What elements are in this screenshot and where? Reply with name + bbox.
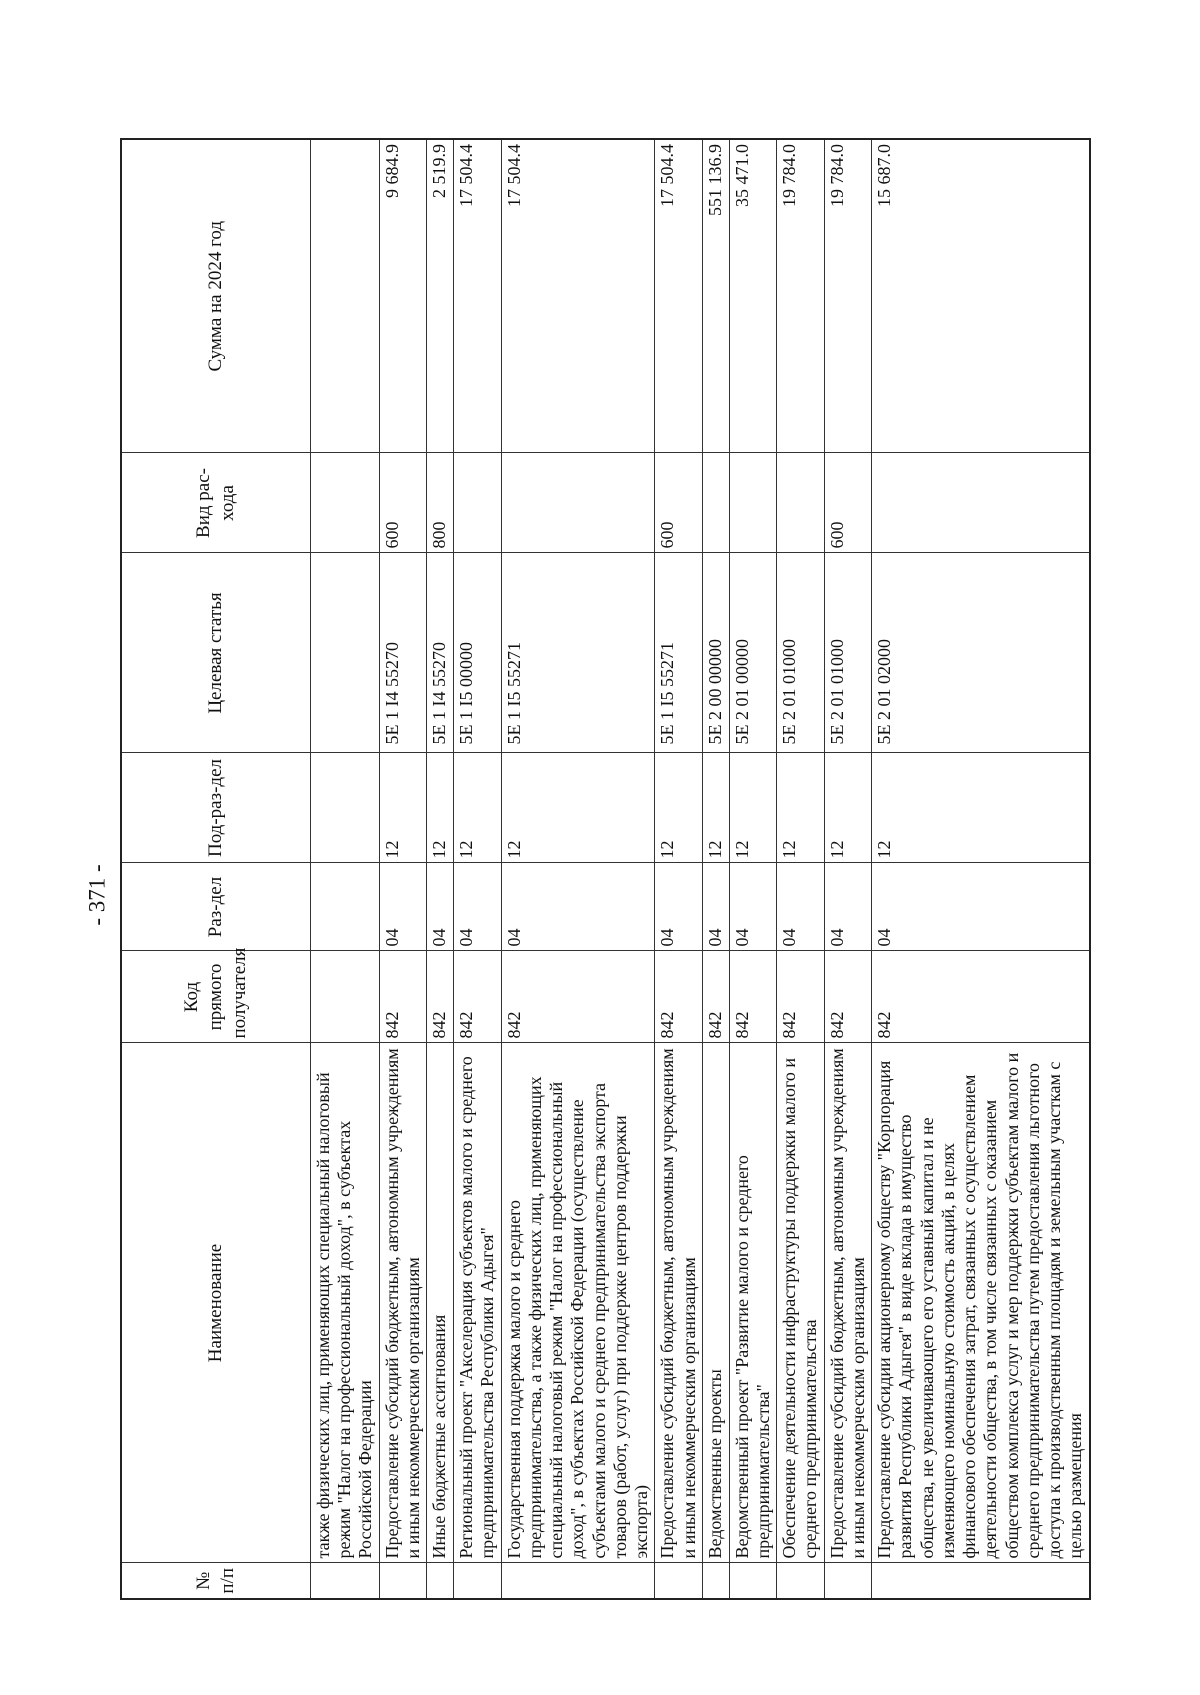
cell-code: 842: [777, 951, 824, 1043]
cell-podrazdel: 12: [379, 753, 426, 863]
table-row: [454, 139, 501, 1599]
cell-no: [311, 1563, 380, 1599]
table-row: [655, 139, 702, 1599]
cell-razdel: 04: [824, 863, 871, 951]
cell-name: Ведомственный проект "Развитие малого и среднего предпринимательства": [729, 1043, 776, 1563]
cell-podrazdel: 12: [872, 753, 1090, 863]
cell-razdel: 04: [729, 863, 776, 951]
cell-razdel: 04: [702, 863, 729, 951]
table-row: [702, 139, 729, 1599]
cell-vid: [454, 453, 501, 553]
cell-name: Предоставление субсидии акционерному обществу "Корпорация развития Республики Адыгея" в виде вклада в имущество общества, не увеличивающего его уставный капитал и не изменяющего номинальную стоимость акций, в целях финансового обеспечения затрат, связанных с осуществлением деятельности общества, в том числе связанных с оказанием обществом комплекса услуг и мер поддержки субъектам малого и среднего предпринимательства путем предоставления льготного доступа к производственным площадям и земельным участкам с целью размещения: [872, 1043, 1090, 1563]
cell-target: 5E 1 I5 55271: [655, 553, 702, 753]
cell-no: [777, 1563, 824, 1599]
cell-podrazdel: 12: [824, 753, 871, 863]
cell-razdel: 04: [454, 863, 501, 951]
cell-target: 5E 2 01 01000: [777, 553, 824, 753]
table-row: [872, 139, 1090, 1599]
rotated-page: [120, 140, 1086, 1600]
cell-sum: 17 504.4: [454, 139, 501, 453]
cell-name: Обеспечение деятельности инфраструктуры поддержки малого и среднего предпринимательства: [777, 1043, 824, 1563]
page-number-text: - 371 -: [85, 864, 111, 926]
page-number: [78, 835, 118, 955]
cell-sum: 17 504.4: [501, 139, 655, 453]
cell-razdel: 04: [501, 863, 655, 951]
cell-no: [454, 1563, 501, 1599]
cell-razdel: [311, 863, 380, 951]
cell-sum: 9 684.9: [379, 139, 426, 453]
table-row: [311, 139, 380, 1599]
cell-podrazdel: [311, 753, 380, 863]
budget-table: [120, 138, 1091, 1600]
cell-target: 5E 2 01 00000: [729, 553, 776, 753]
cell-podrazdel: 12: [427, 753, 454, 863]
cell-razdel: 04: [777, 863, 824, 951]
cell-sum: 17 504.4: [655, 139, 702, 453]
cell-razdel: 04: [872, 863, 1090, 951]
cell-name: Региональный проект "Акселерация субъектов малого и среднего предпринимательства Республики Адыгея": [454, 1043, 501, 1563]
cell-no: [427, 1563, 454, 1599]
table-row: [379, 139, 426, 1599]
cell-target: [311, 553, 380, 753]
cell-no: [501, 1563, 655, 1599]
cell-vid: [729, 453, 776, 553]
cell-podrazdel: 12: [655, 753, 702, 863]
cell-target: 5E 1 I4 55270: [427, 553, 454, 753]
cell-no: [824, 1563, 871, 1599]
cell-name: Ведомственные проекты: [702, 1043, 729, 1563]
cell-code: 842: [501, 951, 655, 1043]
cell-razdel: 04: [379, 863, 426, 951]
header-expense-type: Вид рас-хода: [121, 453, 311, 553]
table-row: [501, 139, 655, 1599]
cell-podrazdel: 12: [702, 753, 729, 863]
table-row: [777, 139, 824, 1599]
header-section: Раз-дел: [121, 863, 311, 951]
cell-vid: [702, 453, 729, 553]
cell-sum: 35 471.0: [729, 139, 776, 453]
cell-code: 842: [379, 951, 426, 1043]
header-name: Наименование: [121, 1043, 311, 1563]
cell-no: [379, 1563, 426, 1599]
cell-code: 842: [729, 951, 776, 1043]
cell-name: Предоставление субсидий бюджетным, автономным учреждениям и иным некоммерческим организациям: [824, 1043, 871, 1563]
cell-code: 842: [824, 951, 871, 1043]
cell-vid: 600: [379, 453, 426, 553]
table-row: [427, 139, 454, 1599]
cell-code: 842: [427, 951, 454, 1043]
cell-name: также физических лиц, применяющих специальный налоговый режим "Налог на профессиональный доход", в субъектах Российской Федерации: [311, 1043, 380, 1563]
cell-vid: [872, 453, 1090, 553]
cell-no: [655, 1563, 702, 1599]
cell-code: 842: [872, 951, 1090, 1043]
cell-target: 5E 1 I4 55270: [379, 553, 426, 753]
cell-code: 842: [702, 951, 729, 1043]
cell-no: [702, 1563, 729, 1599]
cell-sum: 19 784.0: [824, 139, 871, 453]
header-sum: Сумма на 2024 год: [121, 139, 311, 453]
cell-target: 5E 2 00 00000: [702, 553, 729, 753]
cell-no: [872, 1563, 1090, 1599]
header-no: № п/п: [121, 1563, 311, 1599]
cell-razdel: 04: [427, 863, 454, 951]
cell-code: 842: [454, 951, 501, 1043]
cell-vid: [501, 453, 655, 553]
cell-name: Государственная поддержка малого и среднего предпринимательства, а также физических лиц, применяющих специальный налоговый режим "Налог на профессиональный доход", в субъектах Российской Федерации (осуществление субъектами малого и среднего предпринимательства экспорта товаров (работ, услуг) при поддержке центров поддержки экспорта): [501, 1043, 655, 1563]
cell-sum: 551 136.9: [702, 139, 729, 453]
cell-podrazdel: 12: [454, 753, 501, 863]
cell-vid: 600: [655, 453, 702, 553]
header-recipient-code: Код прямого получателя: [121, 951, 311, 1043]
cell-no: [729, 1563, 776, 1599]
cell-sum: [311, 139, 380, 453]
cell-sum: 2 519.9: [427, 139, 454, 453]
cell-vid: [311, 453, 380, 553]
cell-vid: [777, 453, 824, 553]
table-row: [824, 139, 871, 1599]
cell-target: 5E 1 I5 00000: [454, 553, 501, 753]
cell-podrazdel: 12: [501, 753, 655, 863]
table-row: [729, 139, 776, 1599]
cell-vid: 600: [824, 453, 871, 553]
cell-name: Иные бюджетные ассигнования: [427, 1043, 454, 1563]
cell-name: Предоставление субсидий бюджетным, автономным учреждениям и иным некоммерческим организациям: [379, 1043, 426, 1563]
cell-podrazdel: 12: [777, 753, 824, 863]
header-target-article: Целевая статья: [121, 553, 311, 753]
header-row: [121, 139, 311, 1599]
cell-target: 5E 2 01 02000: [872, 553, 1090, 753]
cell-sum: 15 687.0: [872, 139, 1090, 453]
cell-sum: 19 784.0: [777, 139, 824, 453]
header-subsection: Под-раз-дел: [121, 753, 311, 863]
cell-razdel: 04: [655, 863, 702, 951]
cell-vid: 800: [427, 453, 454, 553]
cell-code: 842: [655, 951, 702, 1043]
cell-name: Предоставление субсидий бюджетным, автономным учреждениям и иным некоммерческим организациям: [655, 1043, 702, 1563]
cell-code: [311, 951, 380, 1043]
cell-target: 5E 1 I5 55271: [501, 553, 655, 753]
cell-podrazdel: 12: [729, 753, 776, 863]
cell-target: 5E 2 01 01000: [824, 553, 871, 753]
